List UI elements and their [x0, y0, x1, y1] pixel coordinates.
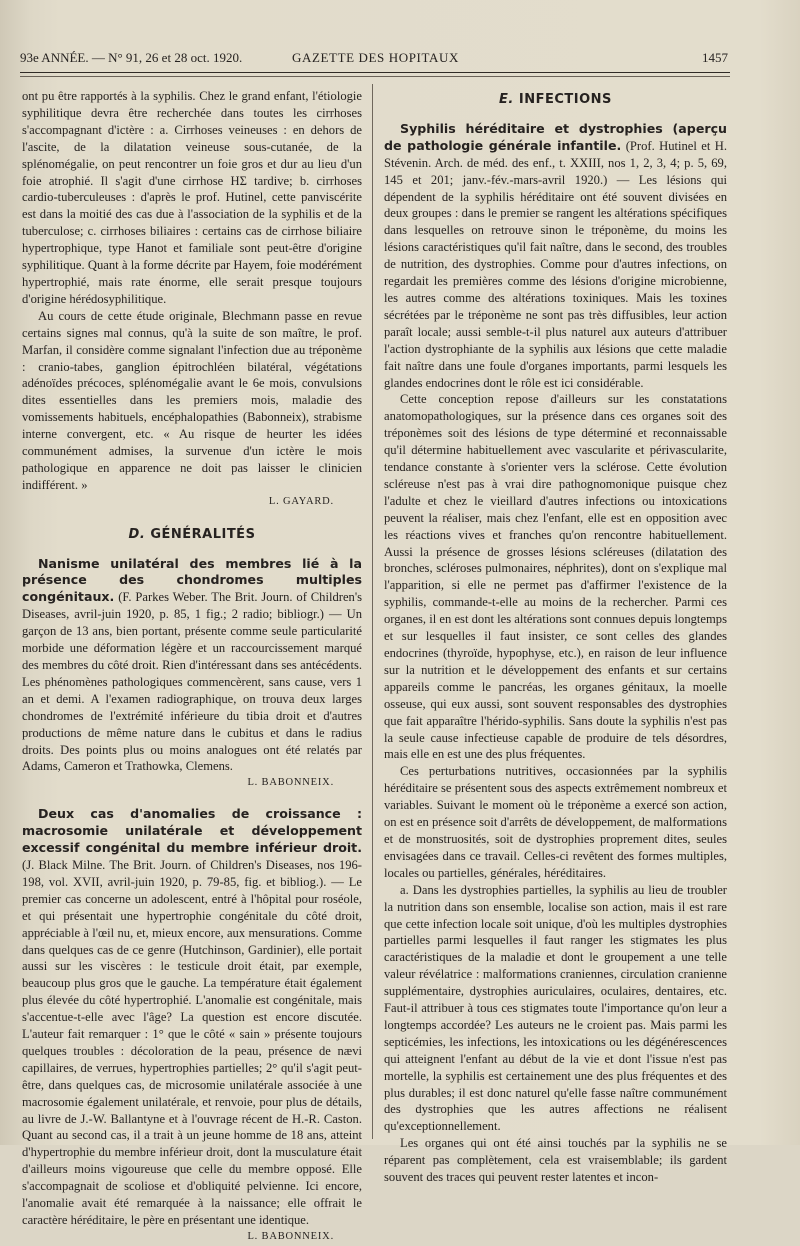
article-text: (F. Parkes Weber. The Brit. Journ. of Children's Diseases, avril-juin 1920, p. 85, 1 fig.; 2 radio; bibliogr.) — Un garçon de 13 ans, bien portant, présente comme seule particularité morbide une déformation légère et un raccourcissement marqué des membres du côté droit. Rien d'intéressant dans ses antécédents. Les phénomènes pathologiques commencèrent, sans cause, vers 1 an et demi. A l'examen radiographique, on trouva deux larges chondromes de l'extrémité inférieure du tibia droit et d'autres productions de même nature dans le cubitus et dans le radius droits. Des points plus ou moins analogues ont été relatés par Adams, Cameron et Trathowka, Clemens.	[22, 590, 363, 774]
page-header	[20, 50, 728, 70]
author-signature: L. GAYARD.	[268, 495, 334, 507]
issue-info: 93e ANNÉE. — N° 91, 26 et 28 oct. 1920.	[20, 50, 243, 65]
paragraph: Les organes qui ont été ainsi touchés par la syphilis ne se réparent pas complètement, cela est vraisemblable; ils gardent souvent des traces qui peuvent rester latentes et incon-	[384, 1136, 727, 1185]
author-signature: L. BABONNEIX.	[247, 1230, 334, 1242]
article-title: Syphilis héréditaire et dystrophies (aperçu de pathologie générale infantile.	[384, 120, 727, 153]
paragraph: ont pu être rapportés à la syphilis. Chez le grand enfant, l'étiologie syphilitique devra être recherchée dans toutes les cirrhoses s'accompagnant d'ictère : a. Cirrhoses veineuses : en dehors de l'ascite, de la dilatation veineuse sous-cutanée, de la splénomégalie, on peut rencontrer un foie gros et dur au lieu d'un foie atrophié. Il s'agit d'une cirrhose HΣ tardive; b. cirrhoses cardio-tuberculeuses : d'après le prof. Hutinel, cette panviscérite est dans la moitié des cas due à l'association de la syphilis et de la tuberculose; c. cirrhoses biliaires : certains cas de cirrhose biliaire hypertrophique, type Hanot et familiale sont peut-être d'origine syphilitique. Quant à la forme décrite par Hayem, foie modérément hypertrophié, mais rate énorme, elle serait presque toujours d'origine hérédosyphilitique.	[22, 89, 362, 306]
column-divider	[372, 84, 373, 1139]
section-heading-generalites	[22, 527, 362, 544]
left-column	[22, 88, 362, 1246]
paragraph: a. Dans les dystrophies partielles, la syphilis au lieu de troubler la nutrition dans son ensemble, localise son action, mais il est rare que cette infection locale soit unique, d'où les multiples dystrophies partielles parmi lesquelles il faut ranger les stigmates les plus caractéristiques de la maladie et dont le groupement a une telle valeur révélatrice : malformations craniennes, circulation cranienne supplémentaire, dystrophies auriculaires, oculaires, dentaires, etc. Faut-il attribuer à tous ces stigmates toute l'importance qu'on leur a longtemps accordée? Les auteurs ne le croient pas. Mais parmi les septicémies, les infections, les intoxications ou les dégénérescences qui atteignent l'enfant au début de la vie et dont l'issue n'est pas mortelle, la syphilis est certainement une des plus fréquentes et des plus durables; il est donc naturel qu'elle fasse naître communément des dystrophies que les autres affections ne réalisent qu'exceptionnellement.	[384, 882, 727, 1134]
header-rule	[20, 72, 730, 73]
section-letter: E.	[499, 92, 514, 107]
article-title: Nanisme unilatéral des membres lié à la présence des chondromes multiples congénitaux.	[22, 555, 362, 605]
journal-title: GAZETTE DES HOPITAUX	[292, 50, 459, 65]
paragraph: Cette conception repose d'ailleurs sur les constatations anatomopathologiques, sur la présence dans ces organes soit des tréponèmes soit des lésions de type déterminé et reconnaissable qu'il détermine habituellement avec vascularite et périvascularite, tendance constante à s'orienter vers la sclérose. Cette évolution scléreuse n'est pas à vrai dire pathognomonique puisque chez l'adulte et chez le vieillard d'autres infections ou intoxications peuvent la réaliser, mais chez l'enfant, elle est en opposition avec les réactions vives et franches qu'on rencontre habituellement. Aussi la présence de grosses lésions scléreuses (dilatation des bronches, scléroses pulmonaires, néphrites), dont on s'explique mal l'apparition, si elle ne permet pas d'affirmer l'existence de la syphilis, commande-t-elle au moins de la rechercher. Parmi ces organes, il en est dont les altérations sont connues depuis longtemps et sur lesquelles il faut insister, ce sont celles des glandes endocrines (thyroïde, hypophyse, etc.), en raison de leur influence sur la nutrition et le développement des enfants et sur certains appareils comme le pancréas, les organes génitaux, la moelle osseuse, qui eux aussi, sont souvent responsables des dystrophies que fait apparaître l'hérido-syphilis. Sans doute la syphilis n'est pas la seule cause infectieuse capable de produire de tels désordres, mais elle en est une des plus fréquentes.	[384, 392, 727, 762]
article-syphilis	[384, 121, 727, 392]
article-nanisme	[22, 556, 362, 776]
right-column	[384, 92, 727, 1186]
page-number: 1457	[702, 50, 728, 65]
section-letter: D.	[128, 526, 146, 542]
paragraph: Au cours de cette étude originale, Blechmann passe en revue certains signes mal connus, qu'à la suite de son maître, le prof. Marfan, il considère comme signalant l'infection due au tréponème : cranio-tabes, ganglion épitrochléen bilatéral, végétations adénoïdes précoces, splénomégalie avant le 6e mois, convulsions dites essentielles dans les premiers mois, maladie des vomissements habituels, encéphalopathies (Babonneix), strabisme interne convergent, etc. « Au risque de heurter les idées communément admises, la survenue d'un ictère le mois pathologique en apparence ne doit pas laisser le clinicien indifférent. »	[22, 308, 362, 492]
article-macrosomie	[22, 806, 362, 1229]
article-text: (J. Black Milne. The Brit. Journ. of Children's Diseases, nos 196-198, vol. XVII, avril-juin 1920, p. 79-85, fig. et bibliog.). — Le premier cas concerne un adolescent, entré à l'hôpital pour roséole, et qui présentait une hypertrophie congénitale du côté droit, appréciable à l'œil nu, et, mieux encore, aux mensurations. Comme dans quelques cas de ce genre (Hutchinson, Gardinier), elle portait aussi sur les viscères : le testicule droit était, par exemple, beaucoup plus gros que le gauche. La température était également plus élevée du côté hypertrophié. L'anomalie est congénitale, mais s'accentue-t-elle avec l'âge? La question est encore discutée. L'auteur fait remarquer : 1° que le côté « sain » présente toujours quelques troubles : décoloration de la peau, présence de nævi capillaires, de verrues, hypertrophies partielles; 2° qu'il s'agit peut-être, dans quelques cas, de microsomie unilatérale associée à une macrosomie également unilatérale, et renvoie, pour plus de détails, au livre de J.-W. Ballantyne et à l'ouvrage récent de H.-R. Caston. Quant au second cas, il a trait à un jeune homme de 18 ans, atteint d'hypertrophie du membre inférieur droit, dont la musculature était d'ailleurs moins vigoureuse que celle du membre opposé. Elle s'accompagnait de scoliose et d'obliquité pelvienne. Ici encore, l'anomalie avait été remarquée à la naissance; elle offrait le caractère héréditaire, le père en présentant une identique.	[22, 857, 362, 1227]
article-text: (Prof. Hutinel et H. Stévenin. Arch. de méd. des enf., t. XXIII, nos 1, 2, 3, 4; p. 5, 69, 145 et 201; janv.-fév.-mars-avril 1920.) — Les lésions qui dépendent de la syphilis héréditaire ont été souvent divisées en deux groupes : dans le premier se rangent les altérations spécifiques dans lesquelles on retrouve sinon le tréponème, du moins les lésions caractéristiques qu'il fait naître, dans le second, des troubles de nutrition, des dystrophies. Comme pour d'autres infections, on regardait les premières comme des lésions d'origine microbienne, les autres comme des altérations toxiniques. Mais les toxines sécrétées par le tréponème ne sont pas très diffusibles, leur action paraît locale; aussi semble-t-il plus naturel aux auteurs d'attribuer l'action dystrophiante de la syphilis aux lésions que cette maladie fait naître dans une foule d'organes importants, parmi lesquels les glandes endocrines dont le rôle est ici considérable.	[384, 138, 728, 390]
article-title: Deux cas d'anomalies de croissance : macrosomie unilatérale et développement excessif congénital du membre inférieur droit.	[22, 806, 362, 856]
section-title: GÉNÉRALITÉS	[150, 526, 256, 542]
paragraph: Ces perturbations nutritives, occasionnées par la syphilis héréditaire se présentent sous des aspects extrêmement nombreux et variables. Suivant le moment où le tréponème a exercé son action, on est en présence soit d'arrêts de développement, de malformations et de monstruosités, soit de dystrophies proprement dites, seules envisagées dans ce travail. Celles-ci revêtent des formes multiples, locales ou partielles, générales, héréditaires.	[384, 764, 727, 880]
header-rule-thin	[20, 76, 730, 77]
author-signature: L. BABONNEIX.	[247, 777, 334, 789]
section-title: INFECTIONS	[518, 92, 612, 107]
section-heading-infections	[384, 92, 727, 109]
